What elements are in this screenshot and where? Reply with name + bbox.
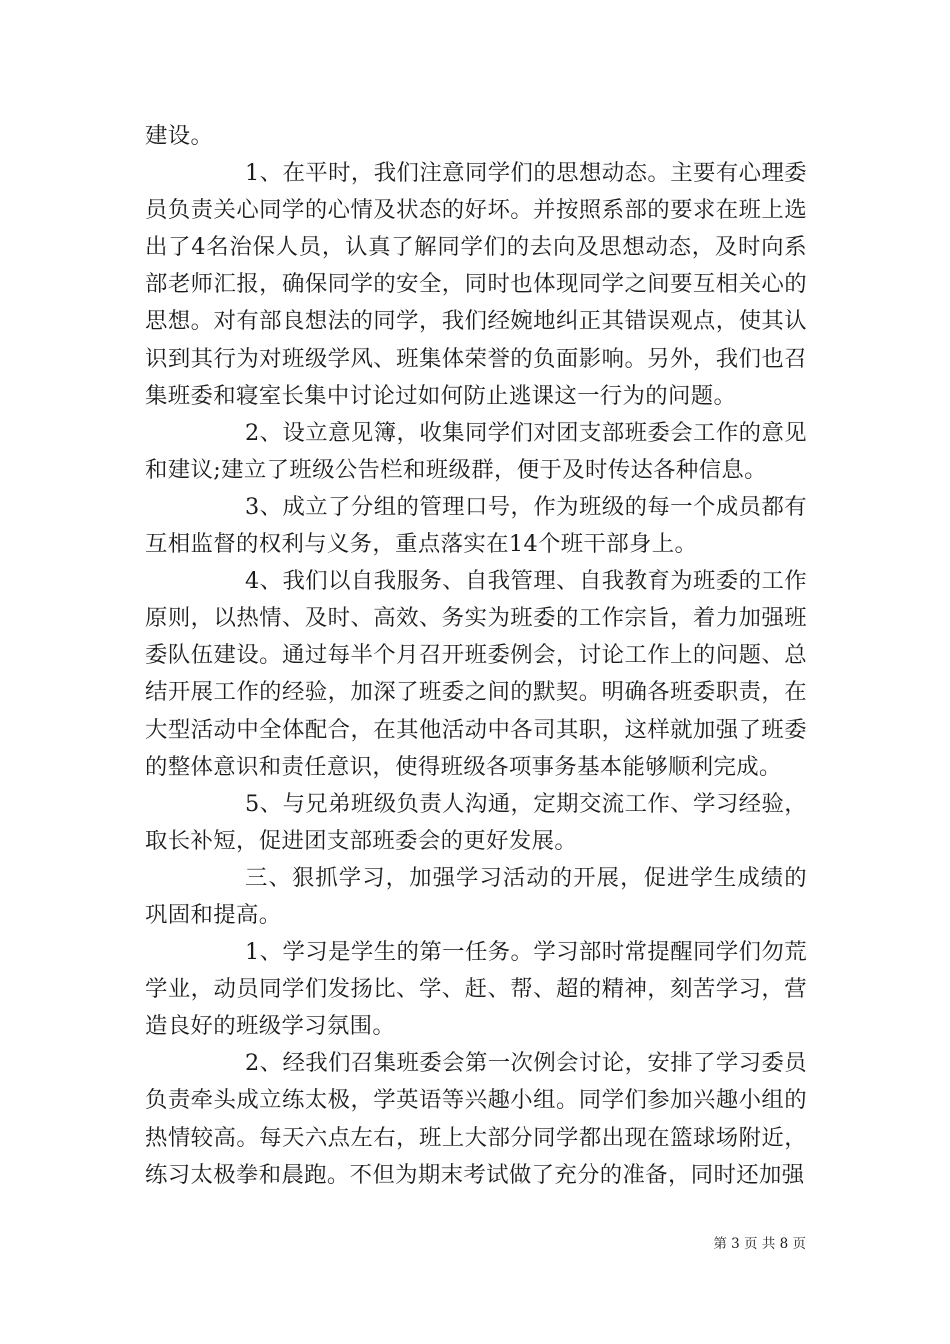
section-heading-study: 三、狠抓学习，加强学习活动的开展，促进学生成绩的巩固和提高。 [145,864,807,928]
paragraph-item-5-peer-communication: 5、与兄弟班级负责人沟通，定期交流工作、学习经验，取长补短，促进团支部班委会的更好发展。 [145,790,807,854]
paragraph-item-2-suggestion-book: 2、设立意见簿，收集同学们对团支部班委会工作的意见和建议;建立了班级公告栏和班级群，便于及时传达各种信息。 [145,419,807,483]
paragraph-item-1-thought-dynamics: 1、在平时，我们注意同学们的思想动态。主要有心理委员负责关心同学的心情及状态的好坏。并按照系部的要求在班上选出了4名治保人员，认真了解同学们的去向及思想动态，及时向系部老师汇报，确保同学的安全，同时也体现同学之间要互相关心的思想。对有部良想法的同学，我们经婉地纠正其错误观点，使其认识到其行为对班级学风、班集体荣誉的负面影响。另外，我们也召集班委和寝室长集中讨论过如何防止逃课这一行为的问题。 [145,160,807,409]
paragraph-study-item-2: 2、经我们召集班委会第一次例会讨论，安排了学习委员负责牵头成立练太极，学英语等兴趣小组。同学们参加兴趣小组的热情较高。每天六点左右，班上大部分同学都出现在篮球场附近，练习太极拳和晨跑。不但为期末考试做了充分的准备，同时还加强 [145,1050,807,1188]
page-number-footer: 第 3 页 共 8 页 [713,1236,806,1252]
paragraph-item-3-group-slogan: 3、成立了分组的管理口号，作为班级的每一个成员都有互相监督的权利与义务，重点落实在14个班干部身上。 [145,493,807,558]
paragraph-item-4-committee-principles: 4、我们以自我服务、自我管理、自我教育为班委的工作原则，以热情、及时、高效、务实为班委的工作宗旨，着力加强班委队伍建设。通过每半个月召开班委例会，讨论工作上的问题、总结开展工作的经验，加深了班委之间的默契。明确各班委职责，在大型活动中全体配合，在其他活动中各司其职，这样就加强了班委的整体意识和责任意识，使得班级各项事务基本能够顺利完成。 [145,568,807,780]
paragraph-study-item-1: 1、学习是学生的第一任务。学习部时常提醒同学们勿荒学业，动员同学们发扬比、学、赶、帮、超的精神，刻苦学习，营造良好的班级学习氛围。 [145,939,807,1040]
paragraph-continuation: 建设。 [145,123,214,149]
document-body [145,118,807,1194]
